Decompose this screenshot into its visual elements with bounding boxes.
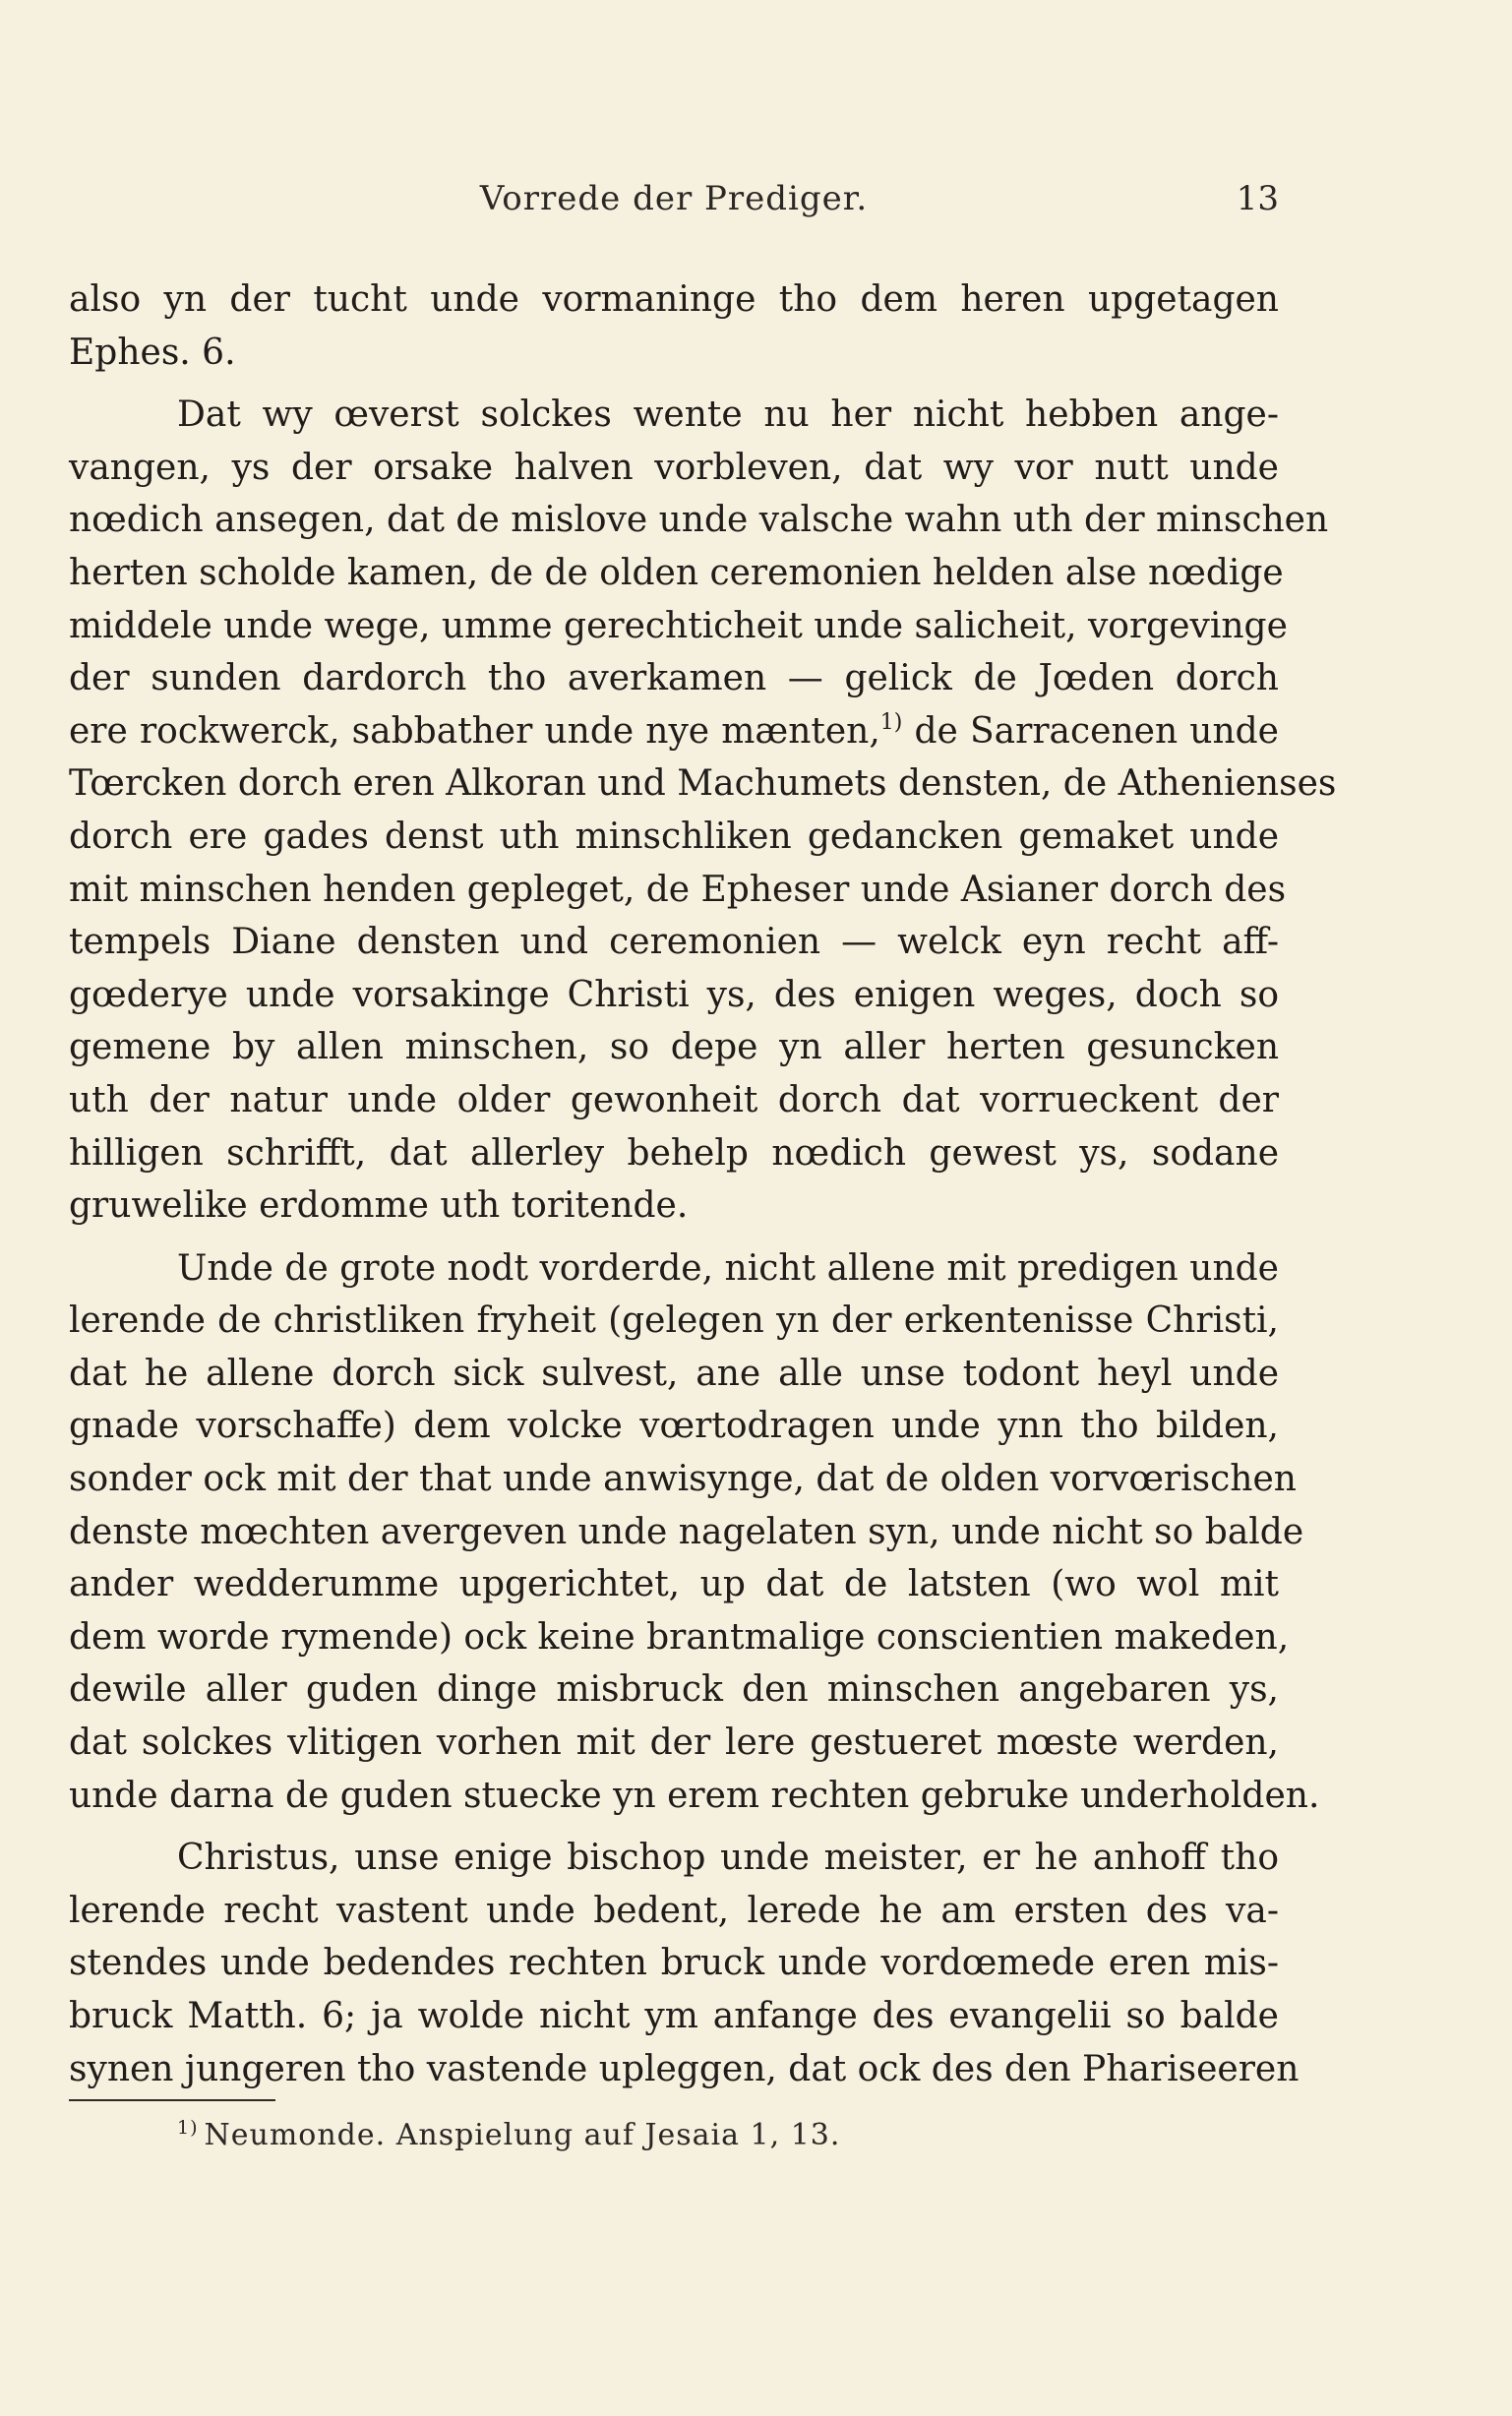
text-line: tempels Diane densten und ceremonien — welck eyn recht aff- [69, 922, 1279, 963]
text-line: gœderye unde vorsakinge Christi ys, des enigen weges, doch so [69, 974, 1279, 1015]
text-line: dat solckes vlitigen vorhen mit der lere gestueret mœste werden, [69, 1722, 1279, 1764]
text-line: unde darna de guden stuecke yn erem rechten gebruke underholden. [69, 1775, 1320, 1816]
text-line: mit minschen henden gepleget, de Epheser unde Asianer dorch des [69, 869, 1287, 910]
text-line: vangen, ys der orsake halven vorbleven, dat wy vor nutt unde [69, 447, 1279, 488]
footnote [177, 2118, 840, 2152]
text-line: sonder ock mit der that unde anwisynge, dat de olden vorvœrischen [69, 1459, 1297, 1500]
body-text [69, 273, 1337, 2095]
footnote-text: Neumonde. Anspielung auf Jesaia 1, 13. [204, 2118, 841, 2152]
footnote-marker: 1) [177, 2117, 199, 2139]
text-line: uth der natur unde older gewonheit dorch dat vorrueckent der [69, 1079, 1279, 1120]
text-line: Tœrcken dorch eren Alkoran und Machumets densten, de Athenienses [69, 763, 1337, 805]
text-line: lerende de christliken fryheit (gelegen yn der erkentenisse Christi, [69, 1300, 1279, 1342]
text-line: dewile aller guden dinge misbruck den minschen angebaren ys, [69, 1669, 1279, 1711]
text-line: nœdich ansegen, dat de mislove unde valsche wahn uth der minschen [69, 500, 1329, 541]
text-line: herten scholde kamen, de de olden ceremonien helden alse nœdige [69, 552, 1284, 593]
text-line: gemene by allen minschen, so depe yn aller herten gesuncken [69, 1027, 1279, 1068]
page-number: 13 [1236, 179, 1279, 218]
text-line: synen jungeren tho vastende upleggen, dat ock des den Phariseeren [69, 2048, 1300, 2089]
text-line: denste mœchten avergeven unde nagelaten syn, unde nicht so balde [69, 1511, 1304, 1552]
text-line: Unde de grote nodt vorderde, nicht allene mit predigen unde [177, 1247, 1279, 1289]
text-line: lerende recht vastent unde bedent, lerede he am ersten des va- [69, 1890, 1279, 1931]
running-head [69, 179, 1279, 238]
text-line: dat he allene dorch sick sulvest, ane alle unse todont heyl unde [69, 1353, 1279, 1394]
text-line: Dat wy œverst solckes wente nu her nicht hebben ange- [177, 394, 1279, 436]
text-line-part: de Sarracenen unde [902, 710, 1279, 752]
footnote-reference: 1) [879, 709, 903, 735]
text-line: dorch ere gades denst uth minschliken gedancken gemaket unde [69, 815, 1279, 857]
text-line: ander wedderumme upgerichtet, up dat de latsten (wo wol mit [69, 1564, 1279, 1605]
text-line: middele unde wege, umme gerechticheit unde salicheit, vorgevinge [69, 605, 1288, 646]
text-line: gruwelike erdomme uth toritende. [69, 1185, 689, 1227]
text-line: Christus, unse enige bischop unde meister, er he anhoff tho [177, 1838, 1279, 1879]
text-line: hilligen schrifft, dat allerley behelp nœdich gewest ys, sodane [69, 1132, 1279, 1174]
footnote-divider [69, 2099, 275, 2101]
text-line-part: ere rockwerck, sabbather unde nye mænten, [69, 710, 880, 752]
text-line: bruck Matth. 6; ja wolde nicht ym anfange des evangelii so balde [69, 1996, 1279, 2036]
text-line: dem worde rymende) ock keine brantmalige conscientien makeden, [69, 1616, 1290, 1658]
text-line: also yn der tucht unde vormaninge tho dem heren upgetagen [69, 279, 1279, 320]
text-line-with-note [69, 705, 1279, 758]
running-title: Vorrede der Prediger. [479, 179, 869, 218]
text-line: Ephes. 6. [69, 332, 236, 373]
text-line: gnade vorschaffe) dem volcke vœrtodragen unde ynn tho bilden, [69, 1406, 1279, 1447]
text-line: der sunden dardorch tho averkamen — gelick de Jœden dorch [69, 658, 1279, 699]
text-line: stendes unde bedendes rechten bruck unde vordœmede eren mis- [69, 1943, 1279, 1984]
